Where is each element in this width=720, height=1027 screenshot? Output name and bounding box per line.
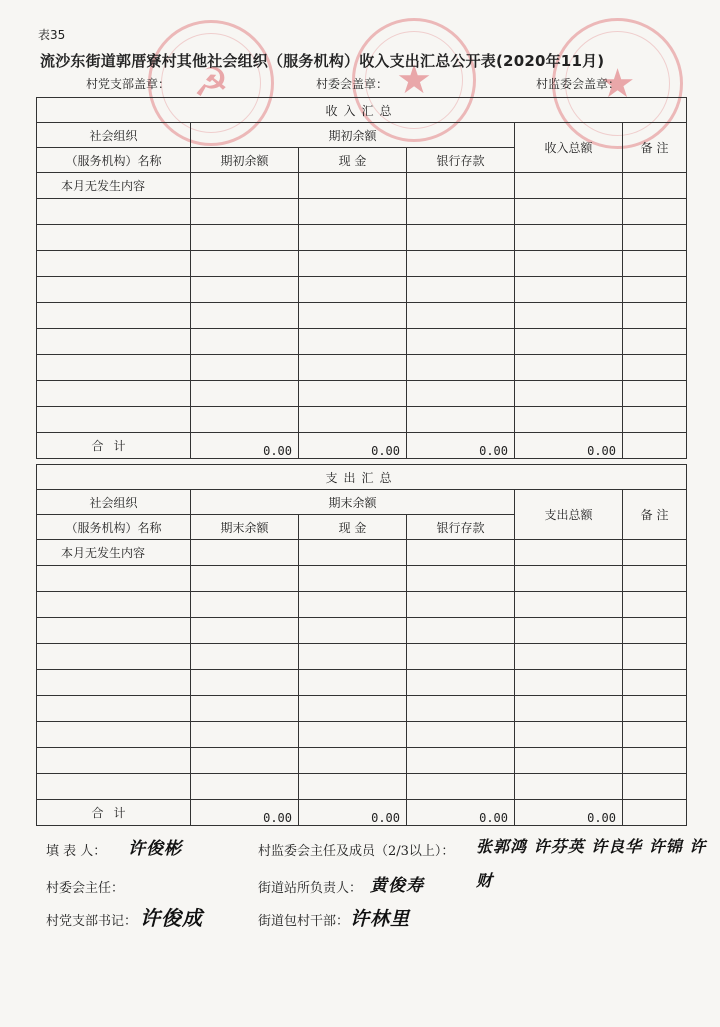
cadre-label: 街道包村干部： — [258, 914, 350, 929]
col-org-line1: 社会组织 — [37, 123, 191, 148]
col-bank: 银行存款 — [407, 148, 515, 173]
table-row — [37, 407, 687, 433]
income-section-title: 收入汇总 — [37, 98, 687, 123]
table-row — [37, 592, 687, 618]
table-row — [37, 355, 687, 381]
table-row — [37, 225, 687, 251]
total-cash: 0.00 — [299, 800, 407, 826]
table-row — [37, 748, 687, 774]
secretary-label: 村党支部书记： — [46, 914, 138, 929]
income-total-row — [37, 433, 687, 459]
table-row — [37, 774, 687, 800]
col-closing-group: 期末余额 — [191, 490, 515, 515]
cadre-signature: 许林里 — [350, 908, 411, 930]
table-row — [37, 696, 687, 722]
table-row — [37, 722, 687, 748]
col-income-total: 收入总额 — [515, 123, 623, 173]
no-content-note: 本月无发生内容 — [37, 173, 191, 199]
table-row — [37, 277, 687, 303]
total-label: 合计 — [37, 433, 191, 459]
station-label: 街道站所负责人： — [258, 881, 363, 896]
total-closing: 0.00 — [191, 800, 299, 826]
col-remark: 备 注 — [623, 490, 687, 540]
station-signature: 黄俊寿 — [370, 876, 424, 896]
total-expense: 0.00 — [515, 800, 623, 826]
no-content-note: 本月无发生内容 — [37, 540, 191, 566]
col-closing-balance: 期末余额 — [191, 515, 299, 540]
table-row — [37, 381, 687, 407]
col-cash: 现 金 — [299, 148, 407, 173]
committee-stamp-label: 村委会盖章： — [316, 77, 389, 91]
table-row — [37, 644, 687, 670]
col-cash: 现 金 — [299, 515, 407, 540]
col-bank: 银行存款 — [407, 515, 515, 540]
supervisor-signature: 张郭鸿 许芬英 许良华 许锦 许财 — [476, 837, 707, 890]
col-org-line2: （服务机构）名称 — [37, 515, 191, 540]
party-stamp-label: 村党支部盖章： — [86, 77, 171, 91]
expense-table — [36, 464, 687, 826]
table-row — [37, 251, 687, 277]
table-row — [37, 199, 687, 225]
committee-seal: ★ — [352, 18, 476, 142]
col-org-line2: （服务机构）名称 — [37, 148, 191, 173]
col-opening-balance: 期初余额 — [191, 148, 299, 173]
supervision-stamp-label: 村监委会盖章： — [536, 77, 621, 91]
col-org-line1: 社会组织 — [37, 490, 191, 515]
table-row — [37, 618, 687, 644]
total-income: 0.00 — [515, 433, 623, 459]
total-cash: 0.00 — [299, 433, 407, 459]
table-row — [37, 303, 687, 329]
table-row — [37, 173, 687, 199]
col-remark: 备 注 — [623, 123, 687, 173]
table-row — [37, 670, 687, 696]
table-row — [37, 566, 687, 592]
supervisor-label: 村监委会主任及成员（2/3以上）： — [258, 844, 455, 859]
party-seal: ☭ — [148, 20, 274, 146]
table-row — [37, 540, 687, 566]
col-expense-total: 支出总额 — [515, 490, 623, 540]
secretary-signature: 许俊成 — [140, 906, 203, 930]
total-opening: 0.00 — [191, 433, 299, 459]
director-label: 村委会主任： — [46, 881, 125, 896]
expense-section-title: 支出汇总 — [37, 465, 687, 490]
total-label: 合计 — [37, 800, 191, 826]
supervision-seal: ★ — [552, 18, 683, 149]
filler-signature: 许俊彬 — [128, 839, 182, 859]
expense-total-row — [37, 800, 687, 826]
income-table — [36, 97, 687, 459]
filler-label: 填 表 人： — [46, 844, 107, 859]
total-bank: 0.00 — [407, 800, 515, 826]
page-title: 流沙东街道郭厝寮村其他社会组织（服务机构）收入支出汇总公开表(2020年11月) — [40, 52, 605, 70]
table-number: 表35 — [38, 28, 66, 42]
table-row — [37, 329, 687, 355]
total-bank: 0.00 — [407, 433, 515, 459]
col-opening-group: 期初余额 — [191, 123, 515, 148]
